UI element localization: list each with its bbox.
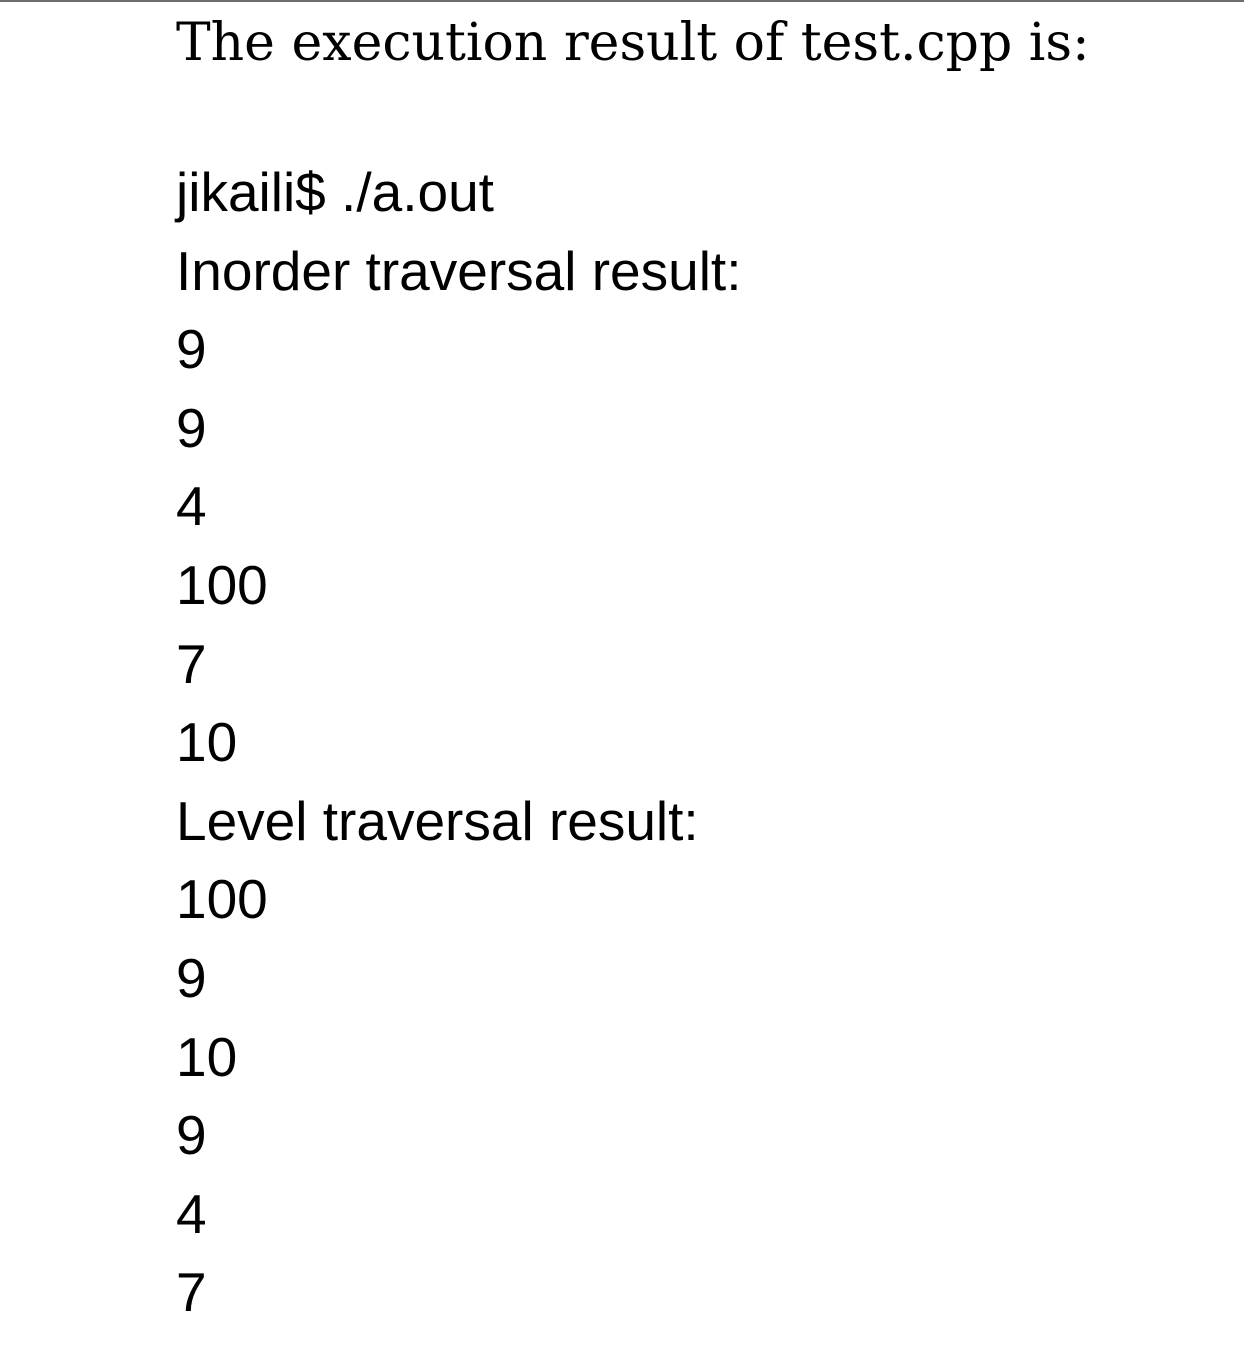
level-value: 4 bbox=[176, 1182, 207, 1245]
level-label: Level traversal result: bbox=[176, 789, 699, 852]
document-heading: The execution result of test.cpp is: bbox=[176, 13, 1090, 73]
level-value: 7 bbox=[176, 1261, 207, 1324]
inorder-value: 9 bbox=[176, 396, 207, 459]
inorder-value: 10 bbox=[176, 711, 238, 774]
inorder-label: Inorder traversal result: bbox=[176, 239, 742, 302]
inorder-value: 4 bbox=[176, 475, 207, 538]
level-value: 100 bbox=[176, 868, 268, 931]
terminal-output bbox=[176, 159, 742, 1338]
level-value: 9 bbox=[176, 946, 207, 1009]
command-line: jikaili$ ./a.out bbox=[176, 161, 494, 223]
top-divider bbox=[0, 0, 1244, 2]
inorder-value: 100 bbox=[176, 553, 268, 616]
inorder-value: 9 bbox=[176, 318, 207, 381]
inorder-value: 7 bbox=[176, 632, 207, 695]
level-value: 9 bbox=[176, 1104, 207, 1167]
level-value: 10 bbox=[176, 1025, 238, 1088]
